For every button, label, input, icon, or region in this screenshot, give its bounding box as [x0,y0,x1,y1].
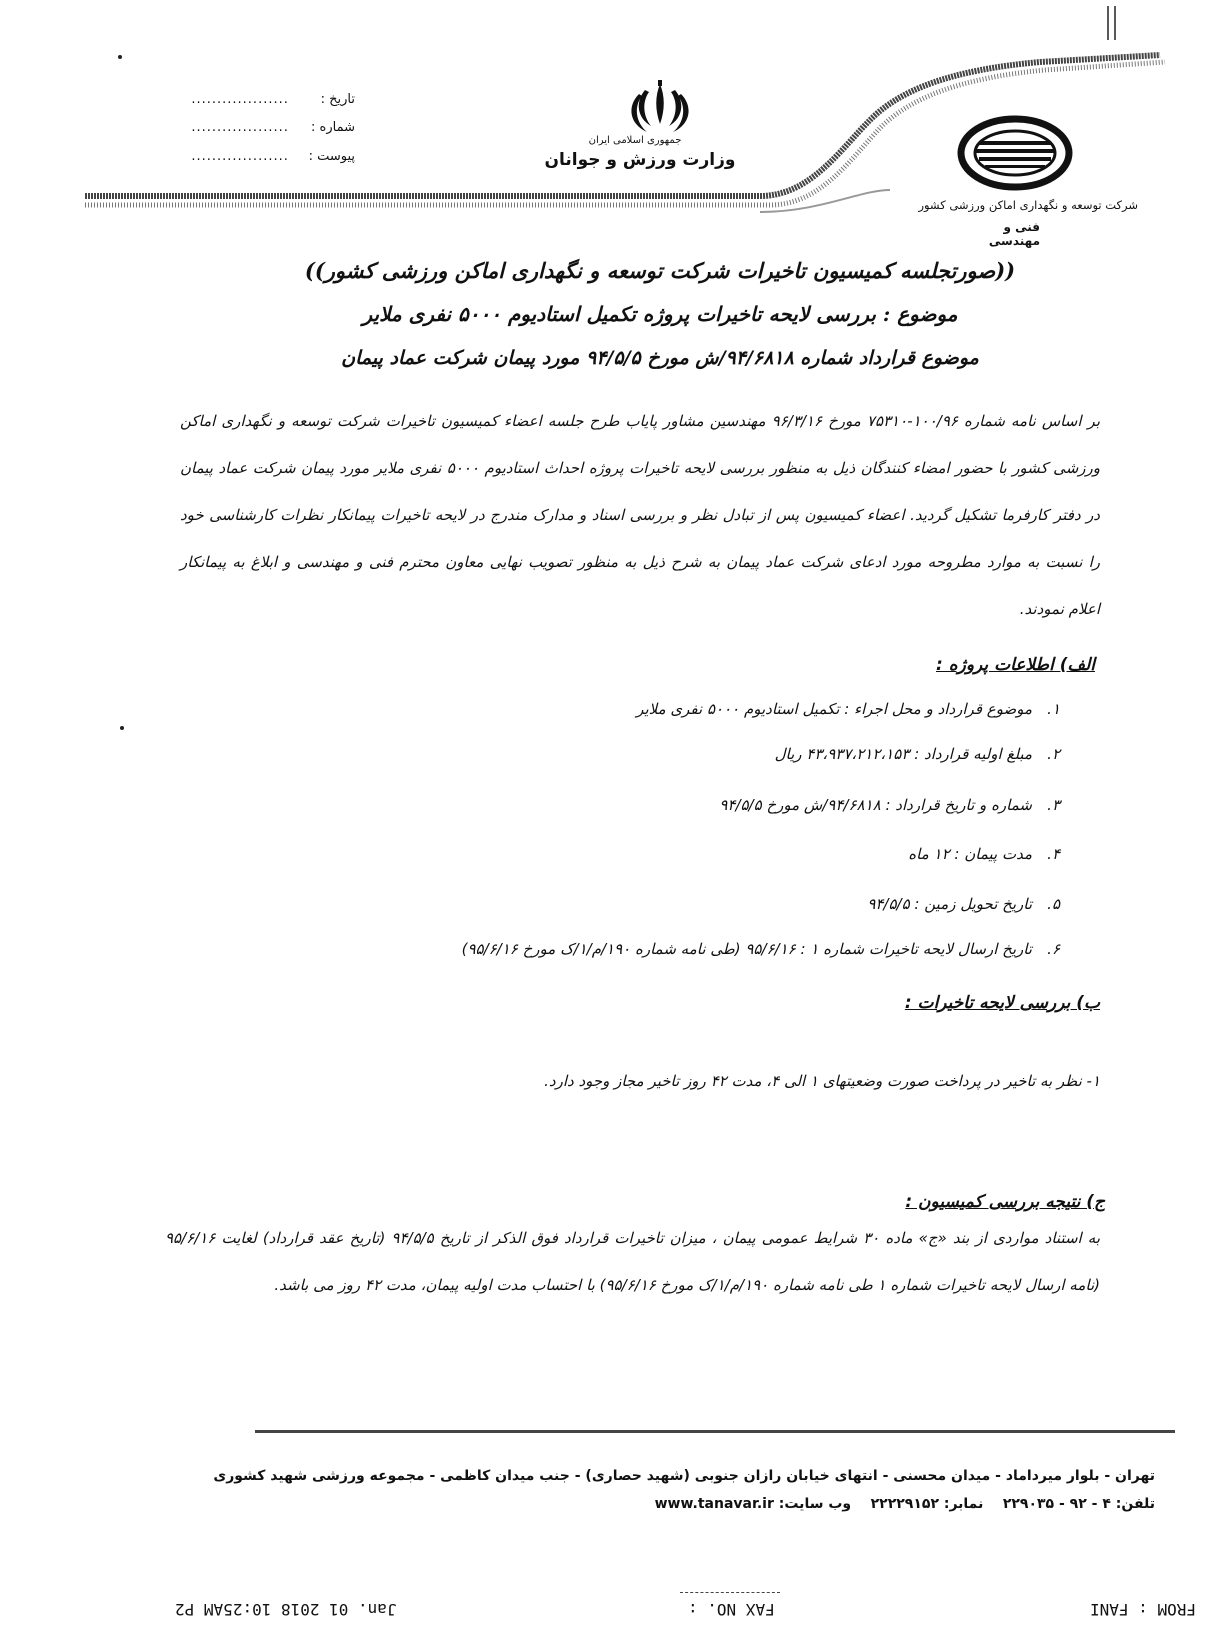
item-number: ۵. [1047,895,1060,913]
intro-paragraph: بر اساس نامه شماره ۱۰۰/۹۶-۷۵۳۱۰ مورخ ۹۶/۳/۱۶ مهندسین مشاور پایاب طرح جلسه اعضاء کمیسیون تاخیرات شرکت توسعه و نگهداری اماکن ورزشی کشور با حضور امضاء کنندگان ذیل به منظور بررسی لایحه تاخیرات پروژه احداث استادیوم ۵۰۰۰ نفری ملایر مورد پیمان شرکت عماد پیمان در دفتر کارفرما تشکیل گردید. اعضاء کمیسیون پس از تبادل نظر و بررسی اسناد و مدارک مندرج در لایحه تاخیرات پیمانکار نظرات کارشناسی خود را نسبت به موارد مطروحه مورد ادعای شرکت عماد پیمان به شرح ذیل به منظور تصویب نهایی معاون محترم فنی و مهندسی و ابلاغ به پیمانکار اعلام نمودند. [180,412,1101,618]
website-label: وب سایت: [778,1496,852,1512]
country-name: جمهوری اسلامی ایران [588,135,682,146]
attachment-field [140,149,355,164]
website-link[interactable]: www.tanavar.ir [654,1496,774,1512]
item-text: موضوع قرارداد و محل اجراء : تکمیل استادیوم ۵۰۰۰ نفری ملایر [636,700,1032,718]
number-label: شماره : [311,120,355,135]
number-field [140,120,355,135]
scan-speck [120,726,124,730]
item-text: شماره و تاریخ قرارداد : ۹۴/۶۸۱۸/ش مورخ ۹۴/۵/۵ [719,796,1032,814]
item-text: مدت پیمان : ۱۲ ماه [908,845,1032,863]
fax-dashed-line [680,1592,780,1593]
project-info-item [500,745,1060,763]
item-text: تاریخ تحویل زمین : ۹۴/۵/۵ [867,895,1032,913]
attachment-dots: ................... [191,149,289,164]
section-a-heading: الف) اطلاعات پروژه : [936,655,1095,675]
company-name: شرکت توسعه و نگهداری اماکن ورزشی کشور [918,198,1138,212]
footer-address: تهران - بلوار میرداماد - میدان محسنی - انتهای خیابان رازان جنوبی (شهید حصاری) - جنب میدان کاظمی - مجموعه ورزشی شهید کشوری [213,1468,1155,1484]
department-name: فنی و مهندسی [988,220,1040,248]
delay-review-item: ۱- نظر به تاخیر در پرداخت صورت وضعیتهای ۱ الی ۴، مدت ۴۲ روز تاخیر مجاز وجود دارد. [544,1072,1100,1090]
project-info-item [500,700,1060,718]
item-number: ۳. [1047,796,1060,814]
company-logo-icon [955,115,1075,193]
project-info-item [500,845,1060,863]
item-number: ۶. [1047,940,1060,958]
footer-contact [420,1496,1155,1512]
contract-title: موضوع قرارداد شماره ۹۴/۶۸۱۸/ش مورخ ۹۴/۵/۵ مورد پیمان شرکت عماد پیمان [341,347,979,369]
fax-from: FROM : FANI [1090,1600,1196,1619]
subject-title: موضوع : بررسی لایحه تاخیرات پروژه تکمیل استادیوم ۵۰۰۰ نفری ملایر [362,302,958,326]
item-number: ۴. [1047,845,1060,863]
date-label: تاریخ : [320,92,355,107]
footer-fax: نمابر: ۲۲۲۲۹۱۵۲ [870,1496,984,1512]
number-dots: ................... [191,120,289,135]
item-number: ۱. [1047,700,1060,718]
iran-emblem-icon [625,80,695,136]
item-text: تاریخ ارسال لایحه تاخیرات شماره ۱ : ۹۵/۶/۱۶ (طی نامه شماره ۱۹۰/م/۱/ک مورخ ۹۵/۶/۱۶) [461,940,1032,958]
commission-result-paragraph: به استناد مواردی از بند «ج» ماده ۳۰ شرایط عمومی پیمان ، میزان تاخیرات قرارداد فوق الذکر از تاریخ ۹۴/۵/۵ (تاریخ عقد قرارداد) لغایت ۹۵/۶/۱۶ (نامه ارسال لایحه تاخیرات شماره ۱ طی نامه شماره ۱۹۰/م/۱/ک مورخ ۹۵/۶/۱۶) با احتساب مدت اولیه پیمان، مدت ۴۲ روز می باشد. [165,1229,1101,1294]
minutes-title: ((صورتجلسه کمیسیون تاخیرات شرکت توسعه و نگهداری اماکن ورزشی کشور)) [304,258,1016,283]
project-info-item [370,940,1060,958]
date-dots: ................... [191,92,289,107]
fax-number: FAX NO. : [688,1600,775,1619]
project-info-item [500,796,1060,814]
project-info-item [500,895,1060,913]
section-b-heading: ب) بررسی لایحه تاخیرات : [904,993,1100,1013]
section-c-heading: ج) نتیجه بررسی کمیسیون : [905,1192,1105,1212]
footer-phone: تلفن: ۴ - ۹۲ - ۲۲۹۰۳۵ [1002,1496,1155,1512]
item-number: ۲. [1047,745,1060,763]
footer-divider [255,1430,1175,1433]
fax-timestamp: Jan. 01 2018 10:25AM P2 [175,1600,397,1619]
date-field [140,92,355,107]
attachment-label: پیوست : [308,149,355,164]
ministry-name: وزارت ورزش و جوانان [544,150,736,170]
scan-speck [118,55,122,59]
item-text: مبلغ اولیه قرارداد : ۴۳،۹۳۷،۲۱۲،۱۵۳ ریال [774,745,1032,763]
